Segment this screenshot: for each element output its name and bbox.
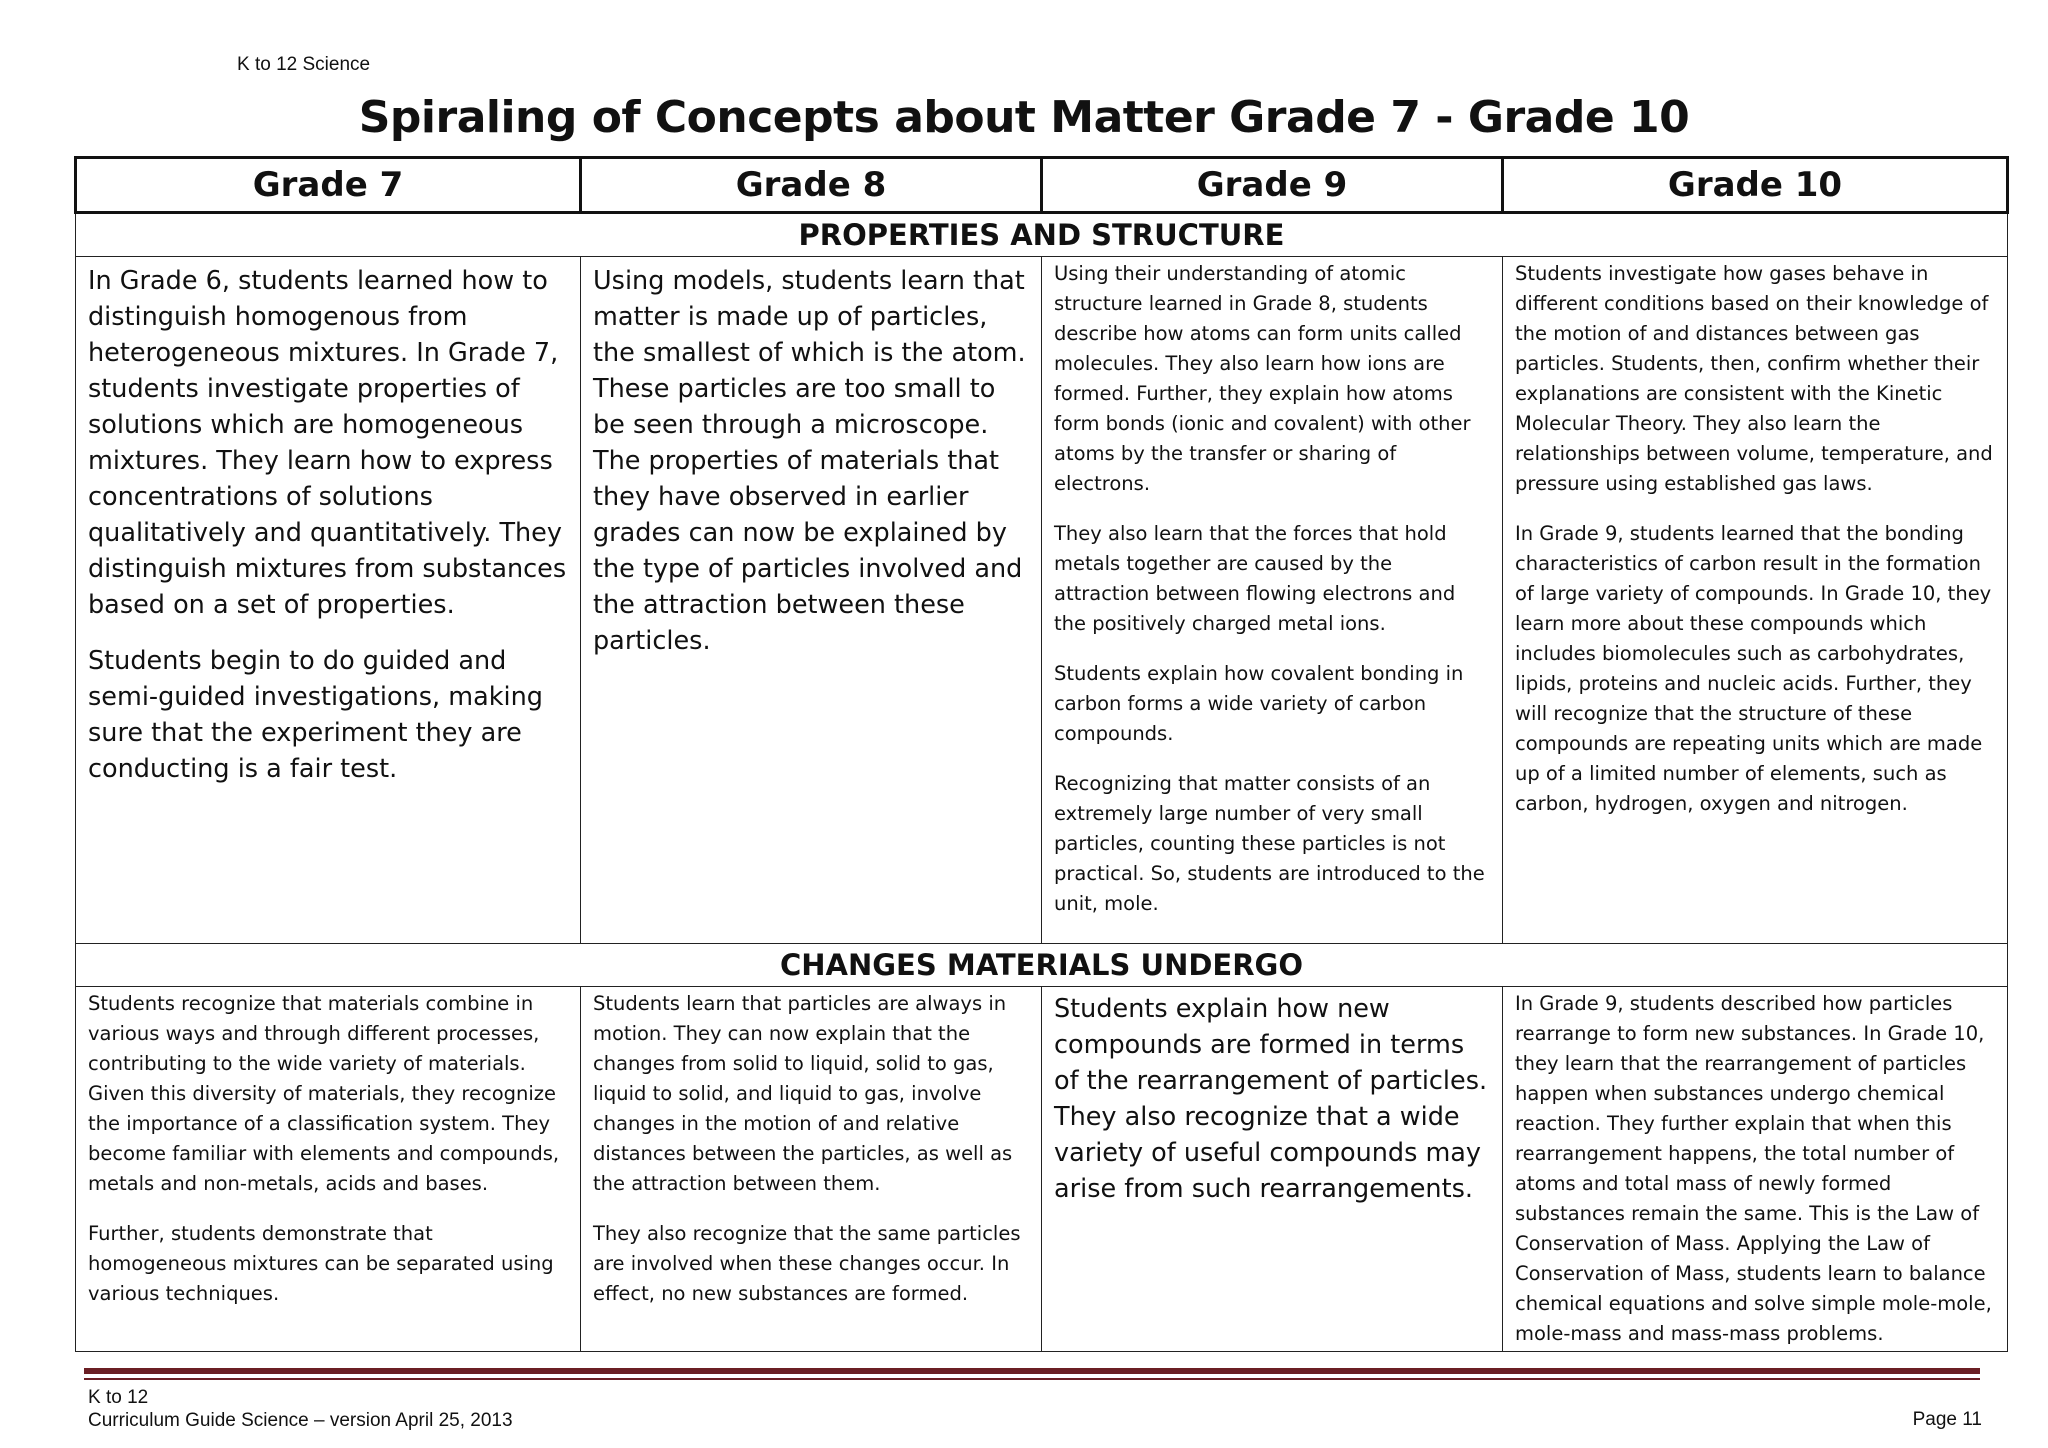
section-title-changes: CHANGES MATERIALS UNDERGO — [76, 944, 2008, 987]
section-heading-row — [76, 213, 2008, 257]
cell-properties-grade-7 — [76, 257, 581, 944]
header-grade-7: Grade 7 — [76, 158, 581, 213]
cell-properties-grade-10 — [1503, 257, 2008, 944]
footer-rule-thick — [84, 1368, 1980, 1374]
paragraph: Students recognize that materials combine in various ways and through different processes, contributing to the wide variety of materials. Given this diversity of materials, they recognize the importance of a classification system. They become familiar with elements and compounds, metals and non-metals, acids and bases. — [88, 992, 560, 1195]
paragraph: Students explain how new compounds are formed in terms of the rearrangement of particles. They also recognize that a wide variety of useful compounds may arise from such rearrangements. — [1054, 994, 1488, 1204]
cell-changes-grade-9 — [1042, 987, 1503, 1352]
cell-properties-grade-9 — [1042, 257, 1503, 944]
paragraph: Students learn that particles are always in motion. They can now explain that the changes from solid to liquid, solid to gas, liquid to solid, and liquid to gas, involve changes in the motion of and relative distances between the particles, as well as the attraction between them. — [593, 992, 1013, 1195]
paragraph: Students begin to do guided and semi-guided investigations, making sure that the experiment they are conducting is a fair test. — [88, 646, 543, 784]
paragraph: They also recognize that the same particles are involved when these changes occur. In effect, no new substances are formed. — [593, 1222, 1021, 1305]
paragraph: In Grade 6, students learned how to distinguish homogenous from heterogeneous mixtures. In Grade 7, students investigate properties of solutions which are homogeneous mixtures. They learn how to express concentrations of solutions qualitatively and quantitatively. They distinguish mixtures from substances based on a set of properties. — [88, 266, 567, 620]
document-title: Spiraling of Concepts about Matter Grade 7 - Grade 10 — [358, 92, 1690, 143]
paragraph: Using their understanding of atomic structure learned in Grade 8, students describe how atoms can form units called molecules. They also learn how ions are formed. Further, they explain how atoms form bonds (ionic and covalent) with other atoms by the transfer or sharing of electrons. — [1054, 262, 1471, 495]
section-heading-row — [76, 944, 2008, 987]
footer-line-2: Curriculum Guide Science – version April 25, 2013 — [88, 1410, 513, 1431]
footer-rule-thin — [84, 1378, 1980, 1380]
section-title-properties: PROPERTIES AND STRUCTURE — [76, 213, 2008, 257]
paragraph: They also learn that the forces that hold metals together are caused by the attraction between flowing electrons and the positively charged metal ions. — [1054, 522, 1456, 635]
header-grade-10: Grade 10 — [1503, 158, 2008, 213]
paragraph: Students explain how covalent bonding in carbon forms a wide variety of carbon compounds. — [1054, 662, 1464, 745]
paragraph: In Grade 9, students described how particles rearrange to form new substances. In Grade 10, they learn that the rearrangement of particles happen when substances undergo chemical reaction. They further explain that when this rearrangement happens, the total number of atoms and total mass of newly formed substances remain the same. This is the Law of Conservation of Mass. Applying the Law of Conservation of Mass, students learn to balance chemical equations and solve simple mole-mole, mole-mass and mass-mass problems. — [1515, 992, 1992, 1345]
paragraph: Students investigate how gases behave in different conditions based on their knowledge of the motion of and distances between gas particles. Students, then, confirm whether their explanations are consistent with the Kinetic Molecular Theory. They also learn the relationships between volume, temperature, and pressure using established gas laws. — [1515, 262, 1993, 495]
table-row — [76, 987, 2008, 1352]
paragraph: In Grade 9, students learned that the bonding characteristics of carbon result in the formation of large variety of compounds. In Grade 10, they learn more about these compounds which includes biomolecules such as carbohydrates, lipids, proteins and nucleic acids. Further, they will recognize that the structure of these compounds are repeating units which are made up of a limited number of elements, such as carbon, hydrogen, oxygen and nitrogen. — [1515, 522, 1992, 815]
concept-table — [74, 156, 2009, 1352]
paragraph: Recognizing that matter consists of an extremely large number of very small particles, counting these particles is not practical. So, students are introduced to the unit, mole. — [1054, 772, 1485, 915]
cell-changes-grade-10 — [1503, 987, 2008, 1352]
footer-line-1: K to 12 — [88, 1387, 149, 1408]
header-grade-8: Grade 8 — [581, 158, 1042, 213]
header-grade-9: Grade 9 — [1042, 158, 1503, 213]
header-label: K to 12 Science — [237, 54, 371, 75]
paragraph: Further, students demonstrate that homogeneous mixtures can be separated using various techniques. — [88, 1222, 554, 1305]
cell-changes-grade-7 — [76, 987, 581, 1352]
cell-changes-grade-8 — [581, 987, 1042, 1352]
paragraph: Using models, students learn that matter is made up of particles, the smallest of which is the atom. These particles are too small to be seen through a microscope. The properties of materials that they have observed in earlier grades can now be explained by the type of particles involved and the attraction between these particles. — [593, 266, 1026, 656]
footer-left — [88, 1386, 513, 1432]
table-row — [76, 257, 2008, 944]
grade-header-row — [76, 158, 2008, 213]
page-number: Page 11 — [1912, 1409, 1982, 1430]
cell-properties-grade-8 — [581, 257, 1042, 944]
